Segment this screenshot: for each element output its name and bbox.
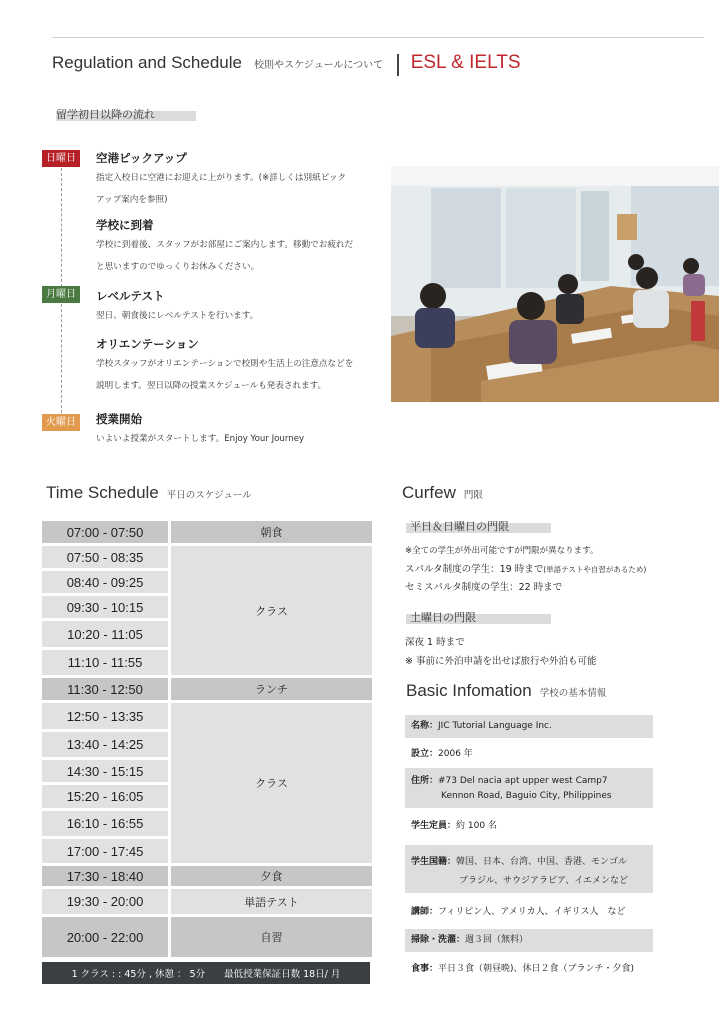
event-title: 授業開始: [96, 412, 142, 426]
day-badge-sunday: 日曜日: [42, 150, 80, 167]
event-airport-pickup: [96, 150, 366, 211]
time-slot: 11:10 - 11:55: [42, 650, 168, 675]
activity-class-morning: クラス: [171, 546, 372, 675]
page-subtitle: 校則やスケジュールについて: [253, 60, 384, 71]
time-slot: 16:10 - 16:55: [42, 811, 168, 836]
info-row-capacity: 学生定員：約 100 名: [411, 821, 497, 831]
event-desc: 指定入校日に空港にお迎えに上がります。(※詳しくは別紙ピック アップ案内を参照): [96, 173, 347, 205]
time-slot: 19:30 - 20:00: [42, 889, 168, 914]
day-badge-tuesday: 火曜日: [42, 414, 80, 431]
schedule-title: Time Schedule 平日のスケジュール: [46, 483, 252, 502]
saturday-curfew-heading: 土曜日の門限: [406, 606, 551, 624]
activity-vocab-test: 単語テスト: [171, 889, 372, 914]
activity-class-afternoon: クラス: [171, 703, 372, 863]
time-slot: 13:40 - 14:25: [42, 732, 168, 757]
day-badge-monday: 月曜日: [42, 286, 80, 303]
info-title: Basic Infomation 学校の基本情報: [406, 681, 607, 700]
header-divider: [397, 54, 399, 76]
info-row-teachers: 講師：フィリピン人、アメリカ人、イギリス人 など: [411, 907, 626, 917]
time-slot: 17:30 - 18:40: [42, 866, 168, 886]
event-desc: 学校スタッフがオリエンテーションで校則や生活上の注意点などを 説明します。翌日以降の授業スケジュールも発表されます。: [96, 359, 354, 391]
flow-heading: 留学初日以降の流れ: [56, 103, 196, 121]
schedule-footer: 1 クラス : : 45分 , 休憩 ： 5分 最低授業保証日数 18日/ 月: [42, 962, 370, 984]
event-desc: いよいよ授業がスタートします。Enjoy Your Journey: [96, 434, 305, 444]
event-title: 学校に到着: [96, 218, 154, 232]
event-desc: 学校に到着後、スタッフがお部屋にご案内します。移動でお疲れだ と思いますのでゆっくりお休みください。: [96, 240, 354, 272]
activity-self-study: 自習: [171, 917, 372, 957]
course-brand: ESL & IELTS: [410, 52, 521, 73]
info-row-address: 住所：#73 Del nacia apt upper west Camp7 Kennon Road, Baguio City, Philippines: [405, 768, 653, 808]
page-title: Regulation and Schedule: [52, 53, 242, 72]
time-slot: 10:20 - 11:05: [42, 621, 168, 647]
saturday-curfew-time: 深夜 1 時まで: [405, 637, 465, 648]
time-slot: 17:00 - 17:45: [42, 839, 168, 863]
saturday-curfew-note: ※ 事前に外泊申請を出せば旅行や外泊も可能: [405, 656, 597, 667]
curfew-semi-sparta: セミスパルタ制度の学生：22 時まで: [405, 582, 563, 593]
time-slot: 20:00 - 22:00: [42, 917, 168, 957]
classroom-photo: [391, 166, 719, 402]
time-slot: 14:30 - 15:15: [42, 760, 168, 782]
time-slot: 15:20 - 16:05: [42, 785, 168, 808]
page-header: [52, 52, 521, 78]
time-slot: 07:50 - 08:35: [42, 546, 168, 568]
info-row-name: 名称：JIC Tutorial Language Inc.: [405, 715, 653, 738]
curfew-title: Curfew 門限: [402, 483, 483, 502]
info-row-cleaning: 掃除・洗濯：週３回（無料）: [405, 929, 653, 952]
activity-breakfast: 朝食: [171, 521, 372, 543]
top-rule: [52, 37, 704, 38]
activity-dinner: 夕食: [171, 866, 372, 886]
curfew-sparta: スパルタ制度の学生：19 時まで(単語テストや自習があるため): [405, 564, 647, 575]
activity-lunch: ランチ: [171, 678, 372, 700]
time-slot: 08:40 - 09:25: [42, 571, 168, 593]
info-row-founded: 設立：2006 年: [411, 749, 473, 759]
event-desc: 翌日、朝食後にレベルテストを行います。: [96, 311, 259, 321]
event-level-test: [96, 288, 366, 327]
time-slot: 09:30 - 10:15: [42, 596, 168, 618]
info-row-nationality: 学生国籍：韓国、日本、台湾、中国、香港、モンゴル ブラジル、サウジアラビア、イエメンなど: [405, 845, 653, 893]
info-row-meals: 食事：平日３食（朝昼晩)、休日２食（ブランチ・夕食): [411, 964, 635, 974]
event-class-start: [96, 411, 366, 450]
event-title: レベルテスト: [96, 289, 165, 303]
event-orientation: [96, 336, 366, 397]
time-slot: 07:00 - 07:50: [42, 521, 168, 543]
time-slot: 12:50 - 13:35: [42, 703, 168, 729]
weekday-curfew-heading: 平日＆日曜日の門限: [406, 515, 551, 533]
curfew-note: ※全ての学生が外出可能ですが門限が異なります。: [405, 546, 599, 556]
event-arrival: [96, 217, 366, 278]
event-title: オリエンテーション: [96, 337, 199, 351]
event-title: 空港ピックアップ: [96, 151, 187, 165]
time-slot: 11:30 - 12:50: [42, 678, 168, 700]
